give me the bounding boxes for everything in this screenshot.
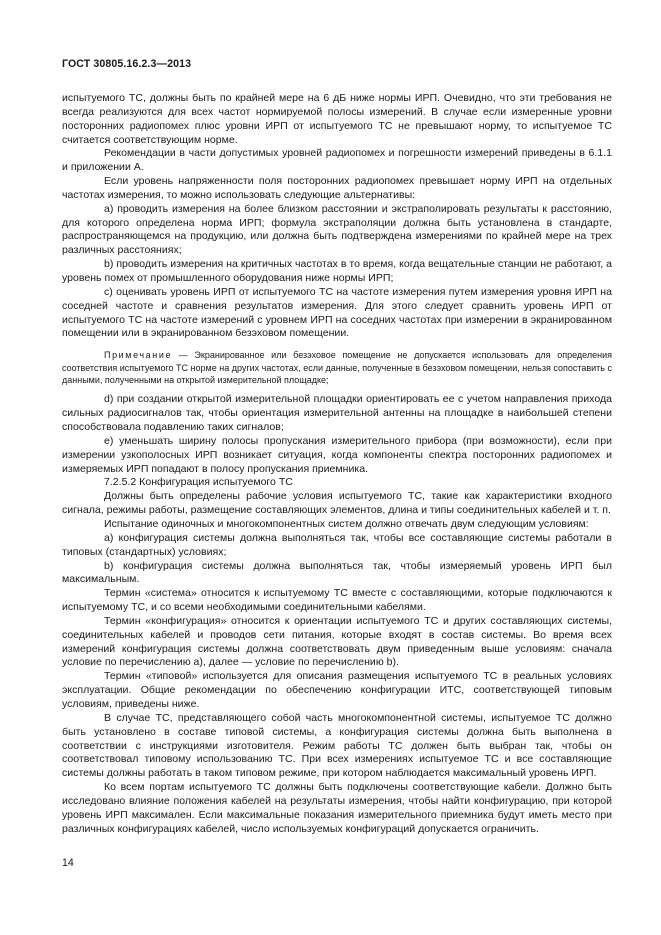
note-text: — Экранированное или безэховое помещение не допускается использовать для определения соответствия испытуемого ТС норме на других частотах, если данные, полученные в безэховом помещении, нельзя сопоставить с данными, полученными на открытой измерительной площадке; bbox=[62, 350, 612, 385]
condition-a: a) конфигурация системы должна выполняться так, чтобы все составляющие системы работали в типовых (стандартных) условиях; bbox=[62, 531, 612, 558]
paragraph-cables: Ко всем портам испытуемого ТС должны быть подключены соответствующие кабели. Должно быть исследовано влияние положения кабелей на результаты измерения, чтобы найти конфигурацию, при которой уровень ИРП максимален. Если максимальные показания измерительного приемника будут иметь место при различных конфигурациях кабелей, число используемых конфигураций допускается ограничить. bbox=[62, 781, 612, 835]
list-item-e: e) уменьшать ширину полосы пропускания измерительного прибора (при возможности), если при измерении узкополосных ИРП возникает ситуация, когда компоненты спектра посторонних радиопомех и измеряемых ИРП попадают в полосу пропускания приемника. bbox=[62, 434, 612, 475]
page-number: 14 bbox=[62, 857, 74, 869]
section-heading-7-2-5-2: 7.2.5.2 Конфигурация испытуемого ТС bbox=[104, 476, 293, 489]
paragraph-operating-conditions: Должны быть определены рабочие условия испытуемого ТС, такие как характеристики входного сигнала, режимы работы, размещение составляющих элементов, длина и типы соединительных кабелей и т. п. bbox=[62, 490, 612, 517]
list-item-d: d) при создании открытой измерительной площадки ориентировать ее с учетом направления прихода сильных радиосигналов так, чтобы ориентация измерительной антенны на площадке в наибольшей степени способствовала подавлению таких сигналов; bbox=[62, 393, 612, 434]
standard-title: ГОСТ 30805.16.2.3—2013 bbox=[62, 58, 192, 70]
paragraph-continued: испытуемого ТС, должны быть по крайней мере на 6 дБ ниже нормы ИРП. Очевидно, что эти требования не всегда реализуются для всех частот нормируемой полосы измерений. В случае если измеренные уровни посторонних радиопомех плюс уровни ИРП от испытуемого ТС не превышают норму, то испытуемое ТС считается соответствующим норме. bbox=[62, 92, 612, 146]
list-item-c: c) оценивать уровень ИРП от испытуемого ТС на частоте измерения путем измерения уровня ИРП на соседней частоте и сравнения результатов измерения. Для этого следует сравнить уровень ИРП от испытуемого ТС на частоте измерений с уровнем ИРП на соседних частотах при измерении в экранированном помещении или в экранированном безэховом помещении. bbox=[62, 285, 612, 340]
list-item-a: a) проводить измерения на более близком расстоянии и экстраполировать результаты к расстоянию, для которого определена норма ИРП; формула экстраполяции должна быть установлена в стандарте, распространяющемся на продукцию, или должна быть подтверждена измерениями по крайней мере на трех различных расстояниях; bbox=[62, 202, 612, 257]
note-label: Примечание bbox=[104, 350, 173, 361]
paragraph-alternatives-intro: Если уровень напряженности поля посторонних радиопомех превышает норму ИРП на отдельных частотах измерения, то можно использовать следующие альтернативы: bbox=[62, 175, 612, 201]
paragraph-recommendations: Рекомендации в части допустимых уровней радиопомех и погрешности измерений приведены в 6.1.1 и приложении А. bbox=[62, 147, 612, 174]
paragraph-two-conditions: Испытание одиночных и многокомпонентных систем должно отвечать двум следующим условиям: bbox=[104, 518, 589, 530]
list-item-b: b) проводить измерения на критичных частотах в то время, когда вещательные станции не работают, а уровень помех от промышленного оборудования ниже нормы ИРП; bbox=[62, 258, 612, 284]
page-body bbox=[62, 92, 612, 836]
term-typical: Термин «типовой» используется для описания размещения испытуемого ТС в реальных условиях эксплуатации. Общие рекомендации по обеспечению конфигурации ИТС, соответствующей типовым условиям, приведены ниже. bbox=[62, 670, 612, 710]
paragraph-multicomponent: В случае ТС, представляющего собой часть многокомпонентной системы, испытуемое ТС должно быть установлено в составе типовой системы, а конфигурация системы должна быть выполнена в соответствии с инструкциями изготовителя. Режим работы ТС должен быть выбран так, чтобы он соответствовал типовому использованию ТС. При всех измерениях испытуемое ТС и все составляющие системы должны работать в таком типовом режиме, при котором наблюдается максимальный уровень ИРП. bbox=[62, 711, 612, 780]
term-configuration: Термин «конфигурация» относится к ориентации испытуемого ТС и других составляющих системы, соединительных кабелей и проводов сети питания, которые входят в состав системы. Во время всех измерений конфигурация системы должна соответствовать двум приведенным выше условиям: сначала условие по перечислению а), далее — условие по перечислению b). bbox=[62, 614, 612, 669]
note bbox=[62, 349, 612, 386]
term-system: Термин «система» относится к испытуемому ТС вместе с составляющими, которые подключаются к испытуемому ТС, и со всеми необходимыми соединительными кабелями. bbox=[62, 587, 612, 614]
condition-b: b) конфигурация системы должна выполняться так, чтобы измеряемый уровень ИРП был максимальным. bbox=[62, 559, 612, 586]
